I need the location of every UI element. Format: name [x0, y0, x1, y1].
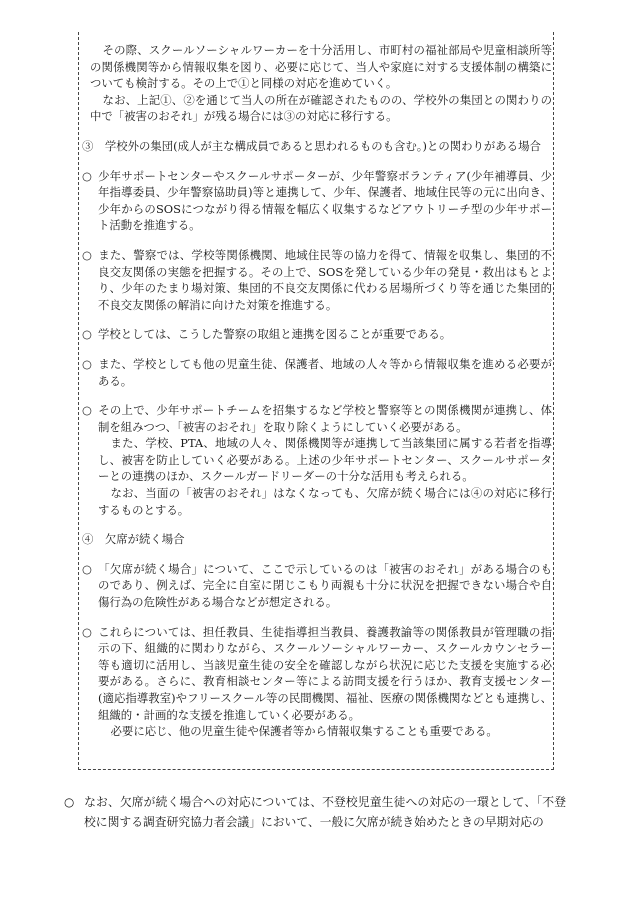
list-item: [82, 247, 552, 313]
list-item-text: これらについては、担任教員、生徒指導担当教員、養護教諭等の関係教員が管理職の指示の下、組織的に関わりながら、スクールソーシャルワーカー、スクールカウンセラー等も適切に活用し、当該児童生徒の安全を確認しながら状況に応じた支援を実施する必要がある。さらに、教育相談センター等による訪問支援を行うほか、教育支援センター(適応指導教室)やフリースクール等の民間機関、福祉、医療の関係機関などとも連携し、組織的・計画的な支援を推進していく必要がある。: [98, 624, 552, 722]
section-3-heading: [82, 138, 552, 155]
section-3-heading-text: 学校外の集団(成人が主な構成員であると思われるものも含む。)との関わりがある場合: [104, 138, 541, 153]
bullet-circle-icon: ○: [82, 561, 92, 576]
list-item-text: 学校としては、こうした警察の取組と連携を図ることが重要である。: [98, 327, 452, 342]
section-4-marker: ④: [82, 532, 94, 547]
bullet-circle-icon: ○: [64, 795, 75, 809]
bullet-circle-icon: ○: [82, 356, 92, 371]
list-item: [64, 792, 566, 832]
list-item-subparagraph: なお、当面の「被害のおそれ」はなくなっても、欠席が続く場合には④の対応に移行するものとする。: [98, 486, 552, 517]
section-4-heading: [82, 531, 552, 548]
boxed-content: [82, 42, 552, 740]
list-item-text: その上で、少年サポートチームを招集するなど学校と警察等との関係機関が連携し、体制を組みつつ、「被害のおそれ」を取り除くようにしていく必要がある。: [98, 403, 552, 434]
list-item-subparagraph: 必要に応じ、他の児童生徒や保護者等から情報収集することも重要である。: [110, 724, 498, 739]
intro-paragraph-2: なお、上記①、②を通じて当人の所在が確認されたものの、学校外の集団との関わりの中で「被害のおそれ」が残る場合には③の対応に移行する。: [90, 92, 552, 124]
bullet-circle-icon: ○: [82, 327, 92, 342]
list-item: [82, 326, 552, 343]
list-item-text: なお、欠席が続く場合への対応については、不登校児童生徒への対応の一環として、「不登校に関する調査研究協力者会議」において、一般に欠席が続き始めたときの早期対応の: [84, 795, 566, 829]
list-item-text: 少年サポートセンターやスクールサポーターが、少年警察ボランティア(少年補導員、少年指導委員、少年警察協助員)等と連携して、少年、保護者、地域住民等の元に出向き、少年からのSOSにつながり得る情報を幅広く収集するなどアウトリーチ型の少年サポート活動を推進する。: [98, 168, 552, 233]
list-item-text: また、警察では、学校等関係機関、地域住民等の協力を得て、情報を収集し、集団的不良交友関係の実態を把握する。その上で、SOSを発している少年の発見・救出はもとより、少年のたまり場対策、集団的不良交友関係に代わる居場所づくり等を通じた集団的不良交友関係の解消に向けた対策を推進する。: [98, 247, 552, 312]
bullet-circle-icon: ○: [82, 247, 92, 262]
list-item: [82, 356, 552, 389]
bullet-circle-icon: ○: [82, 403, 92, 418]
list-item-text: 「欠席が続く場合」について、ここで示しているのは「被害のおそれ」がある場合のものであり、例えば、完全に自室に閉じこもり両親も十分に状況を把握できない場合や自傷行為の危険性がある場合などが想定される。: [98, 561, 552, 610]
list-item: [82, 402, 552, 518]
outside-paragraph: [64, 792, 566, 832]
list-item-text: また、学校としても他の児童生徒、保護者、地域の人々等から情報収集を進める必要がある。: [98, 356, 552, 388]
section-3-marker: ③: [82, 138, 94, 153]
bullet-circle-icon: ○: [82, 624, 92, 639]
list-item: [82, 624, 552, 740]
list-item: [82, 168, 552, 234]
list-item-subparagraph: また、学校、PTA、地域の人々、関係機関等が連携して当該集団に属する若者を指導し、被害を防止していく必要がある。上述の少年サポートセンター、スクールサポーターとの連携のほか、スクールガードリーダーの十分な活用も考えられる。: [98, 436, 552, 484]
list-item: [82, 561, 552, 611]
section-4-heading-text: 欠席が続く場合: [104, 532, 185, 547]
intro-paragraph-1: その際、スクールソーシャルワーカーを十分活用し、市町村の福祉部局や児童相談所等の関係機関等から情報収集を図り、必要に応じて、当人や家庭に対する支援体制の構築についても検討する。その上で①と同様の対応を進めていく。: [90, 43, 552, 91]
bullet-circle-icon: ○: [82, 168, 92, 183]
